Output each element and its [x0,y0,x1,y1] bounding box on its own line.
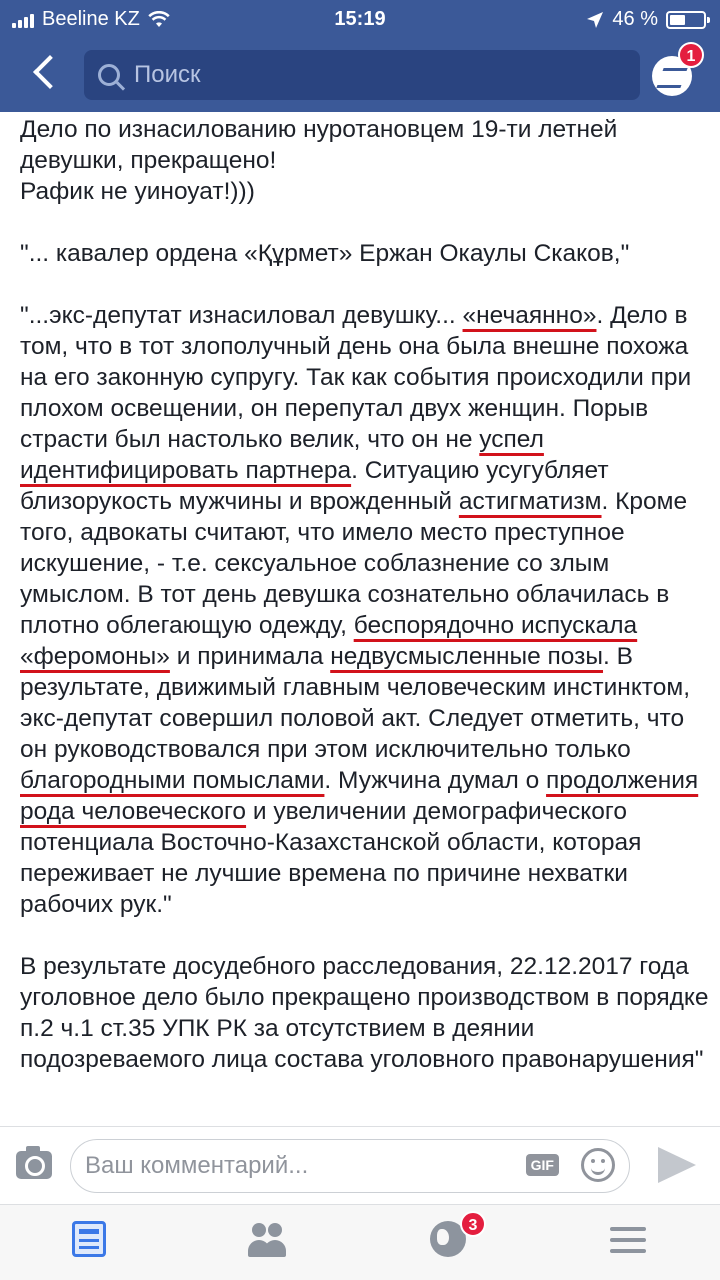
battery-percent: 46 % [612,8,658,30]
news-feed-icon [72,1221,106,1257]
gif-button[interactable]: GIF [526,1154,559,1176]
post-text: и увеличении демографического потенциала Восточно-Казахстанской области, которая переживает не лучшие времена по причине нехватки рабочих рук." [20,798,642,918]
post-text: "... кавалер ордена «Құрмет» Ержан Окаулы Скаков," [20,240,630,267]
tab-friends[interactable] [238,1217,298,1267]
post-text: . Ситуацию усугубляет близорукость мужчины и врожденный [20,457,609,515]
post-text: "...экс-депутат изнасиловал девушку... [20,302,463,329]
post-paragraph [20,300,710,920]
post-text: В результате досудебного расследования, 22.12.2017 года уголовное дело было прекращено производством в порядке п.2 ч.1 ст.35 УПК РК за отсутствием в деянии подозреваемого лица состава уголовного правонарушения" [20,953,709,1073]
back-button[interactable] [26,52,66,96]
underlined-phrase: «нечаянно» [462,302,597,329]
post-text: и принимала [169,643,331,670]
underlined-phrase: благородными помыслами [20,767,325,794]
clock: 15:19 [334,8,386,30]
status-bar [0,0,720,38]
menu-icon [610,1227,646,1231]
post-text: Рафик не уиноуат!))) [20,178,255,205]
status-right [586,8,706,31]
tab-menu[interactable] [600,1217,660,1267]
friends-icon [248,1223,288,1257]
post-text: . В результате, движимый главным человеческим инстинктом, экс-депутат совершил половой акт. Следует отметить, что он руководствовался при этом исключительно только [20,643,691,763]
post-text: . Дело в том, что в тот злополучный день она была внешне похожа на его законную супругу. Так как события происходили при плохом освещении, он перепутал двух женщин. Порыв страсти был настолько велик, что он не [20,302,692,453]
tab-bar [0,1204,720,1280]
post-paragraph [20,238,710,269]
search-input[interactable] [134,61,594,89]
search-icon [98,64,120,86]
battery-icon [666,11,706,29]
tab-notifications[interactable] [420,1217,480,1267]
search-box[interactable] [84,50,640,100]
tab-news-feed[interactable] [60,1217,120,1267]
location-arrow-icon [586,11,604,29]
send-icon[interactable] [658,1147,696,1183]
emoji-icon[interactable] [581,1148,615,1182]
underlined-phrase: продолжения рода человеческого [20,767,699,825]
carrier-label: Beeline KZ [42,8,140,30]
underlined-phrase: беспорядочно испускала «феромоны» [20,612,638,670]
post-text: Дело по изнасилованию нуротановцем 19-ти летней девушки, прекращено! [20,116,618,174]
comment-input[interactable] [85,1152,505,1180]
notifications-badge: 3 [460,1211,486,1237]
messenger-button[interactable] [652,48,696,96]
underlined-phrase: успел идентифицировать партнера [20,426,544,484]
comment-composer [0,1126,720,1204]
messenger-badge: 1 [678,42,704,68]
underlined-phrase: астигматизм [458,488,602,515]
post-text: . Кроме того, адвокаты считают, что имело место преступное искушение, - т.е. сексуальное соблазнение со злым умыслом. В тот день девушка сознательно облачилась в плотно облегающую одежду, [20,488,688,639]
post-text: . Мужчина думал о [324,767,547,794]
top-bar [0,0,720,112]
post-body [20,114,710,1126]
post-paragraph [20,951,710,1075]
underlined-phrase: недвусмысленные позы [330,643,604,670]
post-paragraph [20,114,710,207]
nav-bar [0,38,720,112]
comment-box[interactable] [70,1139,630,1193]
camera-icon[interactable] [16,1151,52,1179]
